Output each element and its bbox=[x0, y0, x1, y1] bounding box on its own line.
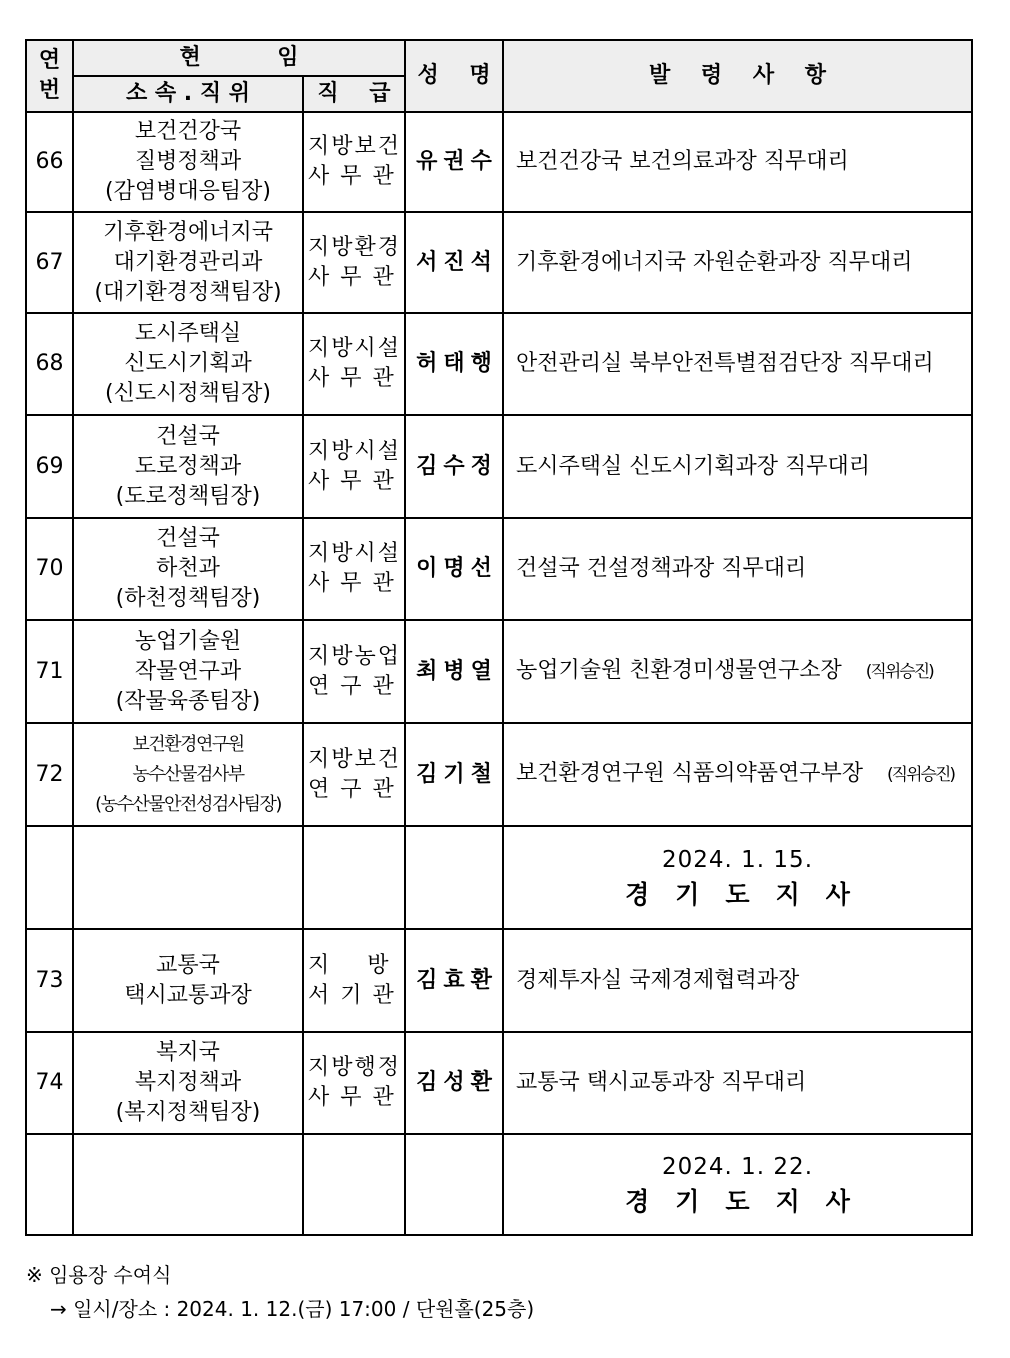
empty-cell bbox=[303, 1134, 405, 1235]
header-no: 연 번 bbox=[26, 40, 73, 112]
row-name: 유권수 bbox=[405, 112, 503, 212]
row-dept: 보건환경연구원 농수산물검사부 (농수산물안전성검사팀장) bbox=[73, 723, 303, 826]
row-order bbox=[503, 212, 972, 313]
promotion-note: (직위승진) bbox=[865, 662, 933, 682]
order-text: 교통국 택시교통과장 직무대리 bbox=[516, 1070, 807, 1095]
signature-row bbox=[26, 1134, 972, 1235]
governor-title: 경기도지사 bbox=[625, 879, 876, 909]
table-row bbox=[26, 518, 972, 620]
order-text: 안전관리실 북부안전특별점검단장 직무대리 bbox=[516, 351, 934, 376]
row-no: 74 bbox=[26, 1032, 73, 1134]
header-current: 현 임 bbox=[73, 40, 405, 76]
row-grade: 지 방 서 기 관 bbox=[303, 929, 405, 1032]
table-row bbox=[26, 620, 972, 723]
row-order bbox=[503, 620, 972, 723]
note-heading: ※ 임용장 수여식 bbox=[26, 1263, 172, 1287]
row-name: 김효환 bbox=[405, 929, 503, 1032]
row-order bbox=[503, 415, 972, 518]
row-order bbox=[503, 112, 972, 212]
row-grade: 지방시설 사 무 관 bbox=[303, 313, 405, 415]
row-dept: 보건건강국 질병정책과 (감염병대응팀장) bbox=[73, 112, 303, 212]
signature-row bbox=[26, 826, 972, 929]
row-order bbox=[503, 1032, 972, 1134]
row-dept: 농업기술원 작물연구과 (작물육종팀장) bbox=[73, 620, 303, 723]
issue-date: 2024. 1. 22. bbox=[662, 1153, 814, 1180]
row-grade: 지방시설 사 무 관 bbox=[303, 415, 405, 518]
row-no: 67 bbox=[26, 212, 73, 313]
row-dept: 건설국 도로정책과 (도로정책팀장) bbox=[73, 415, 303, 518]
table-row bbox=[26, 313, 972, 415]
row-order bbox=[503, 723, 972, 826]
note-detail: → 일시/장소 : 2024. 1. 12.(금) 17:00 / 단원홀(25층) bbox=[50, 1297, 535, 1321]
row-name: 김수정 bbox=[405, 415, 503, 518]
row-order bbox=[503, 518, 972, 620]
row-grade: 지방보건 연 구 관 bbox=[303, 723, 405, 826]
row-order bbox=[503, 929, 972, 1032]
header-name: 성 명 bbox=[405, 40, 503, 112]
row-no: 71 bbox=[26, 620, 73, 723]
row-no: 70 bbox=[26, 518, 73, 620]
empty-cell bbox=[303, 826, 405, 929]
row-grade: 지방시설 사 무 관 bbox=[303, 518, 405, 620]
row-name: 이명선 bbox=[405, 518, 503, 620]
table-row bbox=[26, 929, 972, 1032]
table-row bbox=[26, 112, 972, 212]
row-dept: 도시주택실 신도시기획과 (신도시정책팀장) bbox=[73, 313, 303, 415]
order-text: 농업기술원 친환경미생물연구소장 bbox=[516, 658, 842, 683]
row-grade: 지방농업 연 구 관 bbox=[303, 620, 405, 723]
row-no: 68 bbox=[26, 313, 73, 415]
row-name: 김성환 bbox=[405, 1032, 503, 1134]
order-text: 보건건강국 보건의료과장 직무대리 bbox=[516, 149, 849, 174]
row-order bbox=[503, 313, 972, 415]
empty-cell bbox=[405, 1134, 503, 1235]
empty-cell bbox=[26, 1134, 73, 1235]
row-dept: 건설국 하천과 (하천정책팀장) bbox=[73, 518, 303, 620]
row-grade: 지방보건 사 무 관 bbox=[303, 112, 405, 212]
ceremony-note bbox=[26, 1258, 534, 1326]
header-dept: 소 속 . 직 위 bbox=[73, 76, 303, 112]
issue-date: 2024. 1. 15. bbox=[662, 846, 814, 873]
table-row bbox=[26, 1032, 972, 1134]
row-name: 최병열 bbox=[405, 620, 503, 723]
row-grade: 지방환경 사 무 관 bbox=[303, 212, 405, 313]
appointment-table bbox=[25, 39, 973, 1236]
empty-cell bbox=[405, 826, 503, 929]
empty-cell bbox=[73, 826, 303, 929]
row-no: 69 bbox=[26, 415, 73, 518]
order-text: 기후환경에너지국 자원순환과장 직무대리 bbox=[516, 249, 913, 275]
order-text: 경제투자실 국제경제협력과장 bbox=[516, 967, 800, 993]
table-row bbox=[26, 212, 972, 313]
row-dept: 기후환경에너지국 대기환경관리과 (대기환경정책팀장) bbox=[73, 212, 303, 313]
promotion-note: (직위승진) bbox=[887, 765, 954, 785]
table-row bbox=[26, 415, 972, 518]
header-order: 발 령 사 항 bbox=[503, 40, 972, 112]
row-dept: 복지국 복지정책과 (복지정책팀장) bbox=[73, 1032, 303, 1134]
order-text: 도시주택실 신도시기획과장 직무대리 bbox=[516, 453, 871, 479]
order-text: 건설국 건설정책과장 직무대리 bbox=[516, 556, 807, 581]
row-no: 66 bbox=[26, 112, 73, 212]
row-dept: 교통국 택시교통과장 bbox=[73, 929, 303, 1032]
table-row bbox=[26, 723, 972, 826]
governor-title: 경기도지사 bbox=[625, 1186, 876, 1216]
empty-cell bbox=[26, 826, 73, 929]
row-no: 72 bbox=[26, 723, 73, 826]
row-name: 김기철 bbox=[405, 723, 503, 826]
order-text: 보건환경연구원 식품의약품연구부장 bbox=[516, 761, 864, 786]
empty-cell bbox=[73, 1134, 303, 1235]
row-grade: 지방행정 사 무 관 bbox=[303, 1032, 405, 1134]
row-name: 서진석 bbox=[405, 212, 503, 313]
header-grade: 직 급 bbox=[303, 76, 405, 112]
signature-block bbox=[503, 826, 972, 929]
row-no: 73 bbox=[26, 929, 73, 1032]
signature-block bbox=[503, 1134, 972, 1235]
row-name: 허태행 bbox=[405, 313, 503, 415]
